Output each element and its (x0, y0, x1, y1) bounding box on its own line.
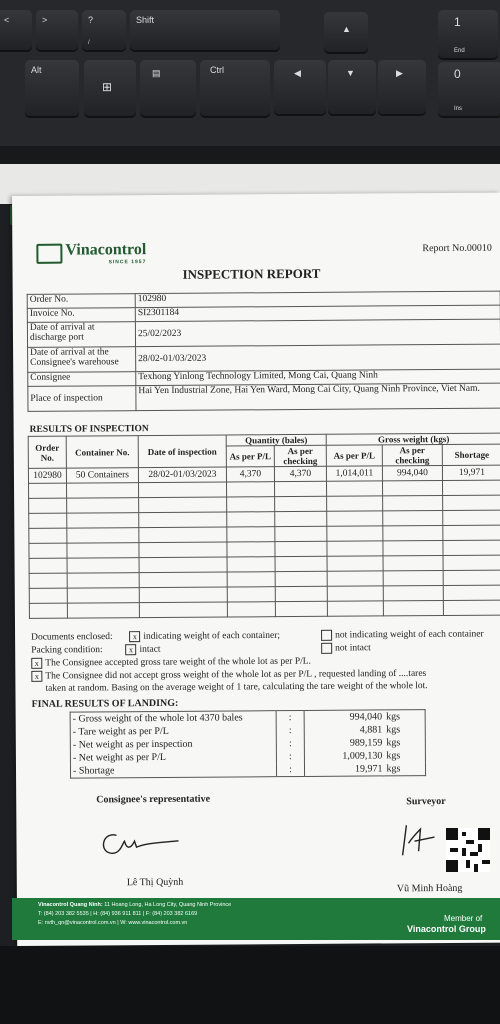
key-left-arrow: ◀ (274, 60, 326, 114)
documents-enclosed: Documents enclosed: x indicating weight of each container; (31, 630, 281, 643)
col-gw-check: As per checking (382, 445, 442, 466)
inspection-report-sheet (12, 193, 500, 946)
option-not-intact: not intact (321, 643, 371, 654)
header-logo: Vinacontrol SINCE 1957 (36, 241, 146, 266)
col-quantity: Quantity (bales) (226, 434, 326, 446)
info-value: 102980 (135, 291, 500, 308)
key-shift: Shift (130, 10, 280, 50)
col-date: Date of inspection (138, 435, 226, 468)
key-right-bracket: > (36, 10, 78, 50)
checkbox-checked-icon: x (31, 658, 42, 669)
col-shortage: Shortage (442, 444, 500, 465)
key-up-arrow: ▲ (324, 12, 368, 52)
consignee-accepted: x The Consignee accepted gross tare weight of the whole lot as per P/L. (31, 656, 311, 669)
key-end: 1 End (438, 10, 498, 58)
final-row: - Shortage : 19,971 kgs (70, 762, 425, 778)
info-value: 28/02-01/03/2023 (136, 344, 500, 372)
consignee-representative-label: Consignee's representative (96, 793, 211, 806)
cell-qty-pl: 4,370 (226, 467, 274, 482)
final-results-table (70, 709, 426, 778)
consignee-not-accepted: x The Consignee did not accept gross weight of the whole lot as per P/L , requested landing of ....tares (31, 668, 426, 682)
info-label: Consignee (28, 372, 136, 387)
info-value: Texhong Yinlong Technology Limited, Mong Cai, Quang Ninh (136, 369, 500, 386)
cell-order: 102980 (28, 468, 66, 483)
cell-qty-check: 4,370 (274, 466, 326, 481)
col-gw-pl: As per P/L (326, 445, 382, 466)
results-table (28, 433, 500, 619)
consignee-name: Lê Thị Quỳnh (126, 876, 184, 889)
documents-label: Documents enclosed: (31, 631, 113, 643)
dark-background (0, 946, 500, 1024)
col-gross-weight: Gross weight (kgs) (326, 433, 500, 445)
info-value: Hai Yen Industrial Zone, Hai Yen Ward, Mong Cai City, Quang Ninh Province, Viet Nam. (136, 383, 500, 411)
cell-gw-pl: 1,014,011 (326, 466, 382, 481)
keyboard-background (0, 0, 500, 165)
footer-phones: T: (84) 203 382 5535 | H: (84) 936 911 811 | F: (84) 203 382 6169 (38, 911, 198, 917)
cell-container: 50 Containers (66, 468, 138, 484)
info-label: Place of inspection (28, 386, 136, 412)
checkbox-empty-icon (321, 643, 332, 654)
col-container-no: Container No. (66, 436, 138, 469)
packing-condition: Packing condition: x intact (31, 644, 161, 656)
info-value: 25/02/2023 (135, 319, 500, 347)
surveyor-label: Surveyor (406, 795, 446, 808)
final-row: - Net weight as per P/L : 1,009,130 kgs (70, 749, 425, 764)
info-label: Date of arrival at discharge port (27, 322, 135, 348)
cell-gw-check: 994,040 (382, 466, 442, 481)
key-ctrl: Ctrl (200, 60, 270, 116)
results-title: RESULTS OF INSPECTION (29, 424, 149, 435)
not-accepted-continued: taken at random. Basing on the average weight of 1 tare, calculating the tare weight of the whole lot. (45, 681, 428, 694)
info-value: SI2301184 (135, 305, 500, 322)
checkbox-checked-icon: x (125, 644, 136, 655)
keyboard-edge (0, 146, 500, 165)
key-right-arrow: ▶ (378, 60, 426, 114)
col-qty-pl: As per P/L (226, 446, 274, 467)
consignee-signature (96, 823, 186, 864)
col-order-no: Order No. (28, 436, 66, 468)
key-question: ? / (82, 10, 126, 50)
footer-banner (12, 898, 500, 940)
report-number: Report No.00010 (422, 242, 492, 255)
footer-member-of: Member of (444, 914, 483, 923)
info-label: Invoice No. (27, 308, 135, 323)
final-row: - Tare weight as per P/L : 4,881 kgs (70, 723, 425, 738)
surveyor-name: Vũ Minh Hoàng (396, 882, 463, 895)
option-not-indicating: not indicating weight of each container (321, 629, 484, 641)
qr-code-icon (446, 828, 490, 872)
order-info-table (27, 291, 500, 412)
info-label: Date of arrival at the Consignee's warehouse (28, 347, 136, 373)
key-ins: 0 Ins (438, 62, 500, 116)
key-alt: Alt (25, 60, 79, 116)
checkbox-checked-icon: x (129, 631, 140, 642)
key-windows: ⊞ (84, 60, 136, 116)
key-left-bracket: < (0, 10, 32, 50)
footer-contacts: E: nvth_qn@vinacontrol.com.vn | W: www.vinacontrol.com.vn (38, 920, 188, 926)
empty-row (29, 600, 500, 618)
checkbox-checked-icon: x (31, 671, 42, 682)
col-qty-check: As per checking (274, 445, 326, 466)
final-row: - Gross weight of the whole lot 4370 bales : 994,040 kgs (70, 710, 425, 726)
cell-shortage: 19,971 (442, 465, 500, 480)
key-menu: ▤ (140, 60, 196, 116)
final-results-title: FINAL RESULTS OF LANDING: (31, 697, 179, 710)
checkbox-empty-icon (321, 630, 332, 641)
footer-group: Vinacontrol Group (407, 924, 486, 934)
surveyor-signature (394, 821, 444, 861)
info-label: Order No. (27, 294, 135, 309)
packing-label: Packing condition: (31, 645, 103, 656)
vinacontrol-logo-icon (36, 244, 62, 264)
footer-address: Vinacontrol Quang Ninh: 11 Hoang Long, Ha Long City, Quang Ninh Province (38, 902, 232, 908)
final-row: - Net weight as per inspection : 989,159 kgs (70, 736, 425, 751)
key-down-arrow: ▼ (328, 60, 376, 114)
cell-date: 28/02-01/03/2023 (138, 467, 226, 483)
report-title: INSPECTION REPORT (182, 265, 321, 282)
